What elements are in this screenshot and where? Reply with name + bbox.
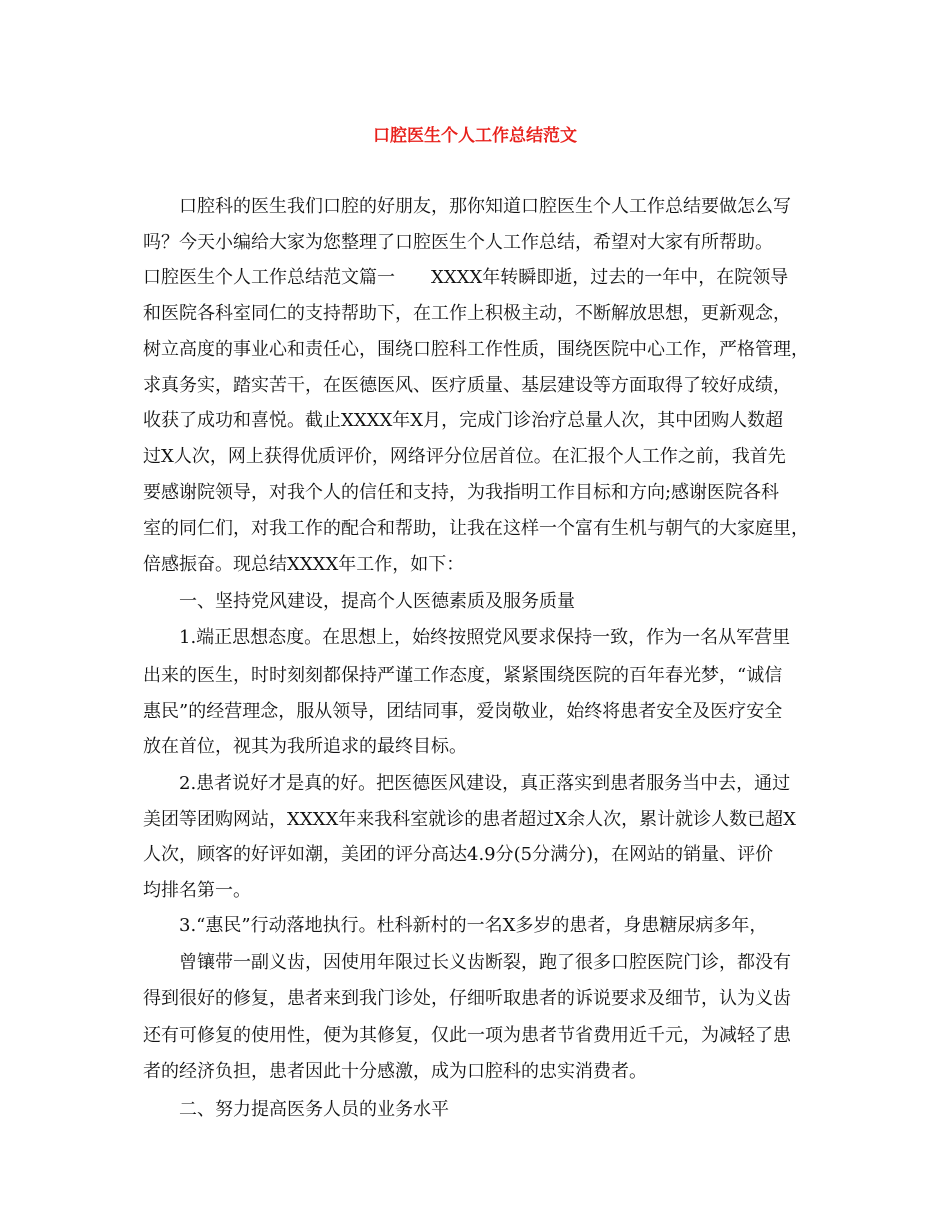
paragraph-line: 倍感振奋。现总结XXXX年工作，如下： (143, 554, 465, 575)
paragraph-line: 求真务实，踏实苦干，在医德医风、医疗质量、基层建设等方面取得了较好成绩， (143, 375, 791, 396)
paragraph-line: 出来的医生，时时刻刻都保持严谨工作态度，紧紧围绕医院的百年春光梦，“诚信 (143, 665, 783, 686)
paragraph-line: 人次，顾客的好评如潮，美团的评分高达4.9分(5分满分)，在网站的销量、评价 (143, 844, 774, 865)
paragraph-line: 收获了成功和喜悦。截止XXXX年X月，完成门诊治疗总量人次，其中团购人数超 (143, 410, 784, 431)
paragraph-line: 口腔科的医生我们口腔的好朋友，那你知道口腔医生个人工作总结要做怎么写 (143, 196, 791, 217)
paragraph-line: 和医院各科室同仁的支持帮助下，在工作上积极主动，不断解放思想，更新观念， (143, 303, 791, 324)
paragraph-line: 2.患者说好才是真的好。把医德医风建设，真正落实到患者服务当中去，通过 (143, 773, 791, 794)
section-heading: 二、努力提高医务人员的业务水平 (143, 1099, 449, 1120)
paragraph-line: 要感谢院领导，对我个人的信任和支持，为我指明工作目标和方向;感谢医院各科 (143, 482, 780, 503)
paragraph-line: 者的经济负担，患者因此十分感激，成为口腔科的忠实消费者。 (143, 1061, 647, 1082)
paragraph-line: 均排名第一。 (143, 880, 251, 901)
section-heading: 一、坚持党风建设，提高个人医德素质及服务质量 (143, 591, 575, 612)
paragraph-line: 3.“惠民”行动落地执行。杜科新村的一名X多岁的患者，身患糖尿病多年， (143, 915, 768, 936)
document-title: 口腔医生个人工作总结范文 (373, 126, 577, 146)
paragraph-line: 吗？今天小编给大家为您整理了口腔医生个人工作总结，希望对大家有所帮助。 (143, 232, 773, 253)
paragraph-line: 曾镶带一副义齿，因使用年限过长义齿断裂，跑了很多口腔医院门诊，都没有 (143, 952, 791, 973)
paragraph-line: 过X人次，网上获得优质评价，网络评分位居首位。在汇报个人工作之前，我首先 (143, 446, 786, 467)
paragraph-line: 得到很好的修复，患者来到我门诊处，仔细听取患者的诉说要求及细节，认为义齿 (143, 988, 791, 1009)
paragraph-line: 1.端正思想态度。在思想上，始终按照党风要求保持一致，作为一名从军营里 (143, 627, 791, 648)
paragraph-line: 树立高度的事业心和责任心，围绕口腔科工作性质，围绕医院中心工作，严格管理， (143, 339, 809, 360)
paragraph-line: 惠民”的经营理念，服从领导，团结同事，爱岗敬业，始终将患者安全及医疗安全 (143, 701, 783, 722)
paragraph-line: 美团等团购网站，XXXX年来我科室就诊的患者超过X余人次，累计就诊人数已超X (143, 809, 796, 830)
paragraph-line: 还有可修复的使用性，便为其修复，仅此一项为患者节省费用近千元，为减轻了患 (143, 1025, 791, 1046)
paragraph-line: 口腔医生个人工作总结范文篇一 XXXX年转瞬即逝，过去的一年中，在院领导 (143, 267, 789, 288)
paragraph-line: 放在首位，视其为我所追求的最终目标。 (143, 736, 467, 757)
paragraph-line: 室的同仁们，对我工作的配合和帮助，让我在这样一个富有生机与朝气的大家庭里， (143, 518, 809, 539)
